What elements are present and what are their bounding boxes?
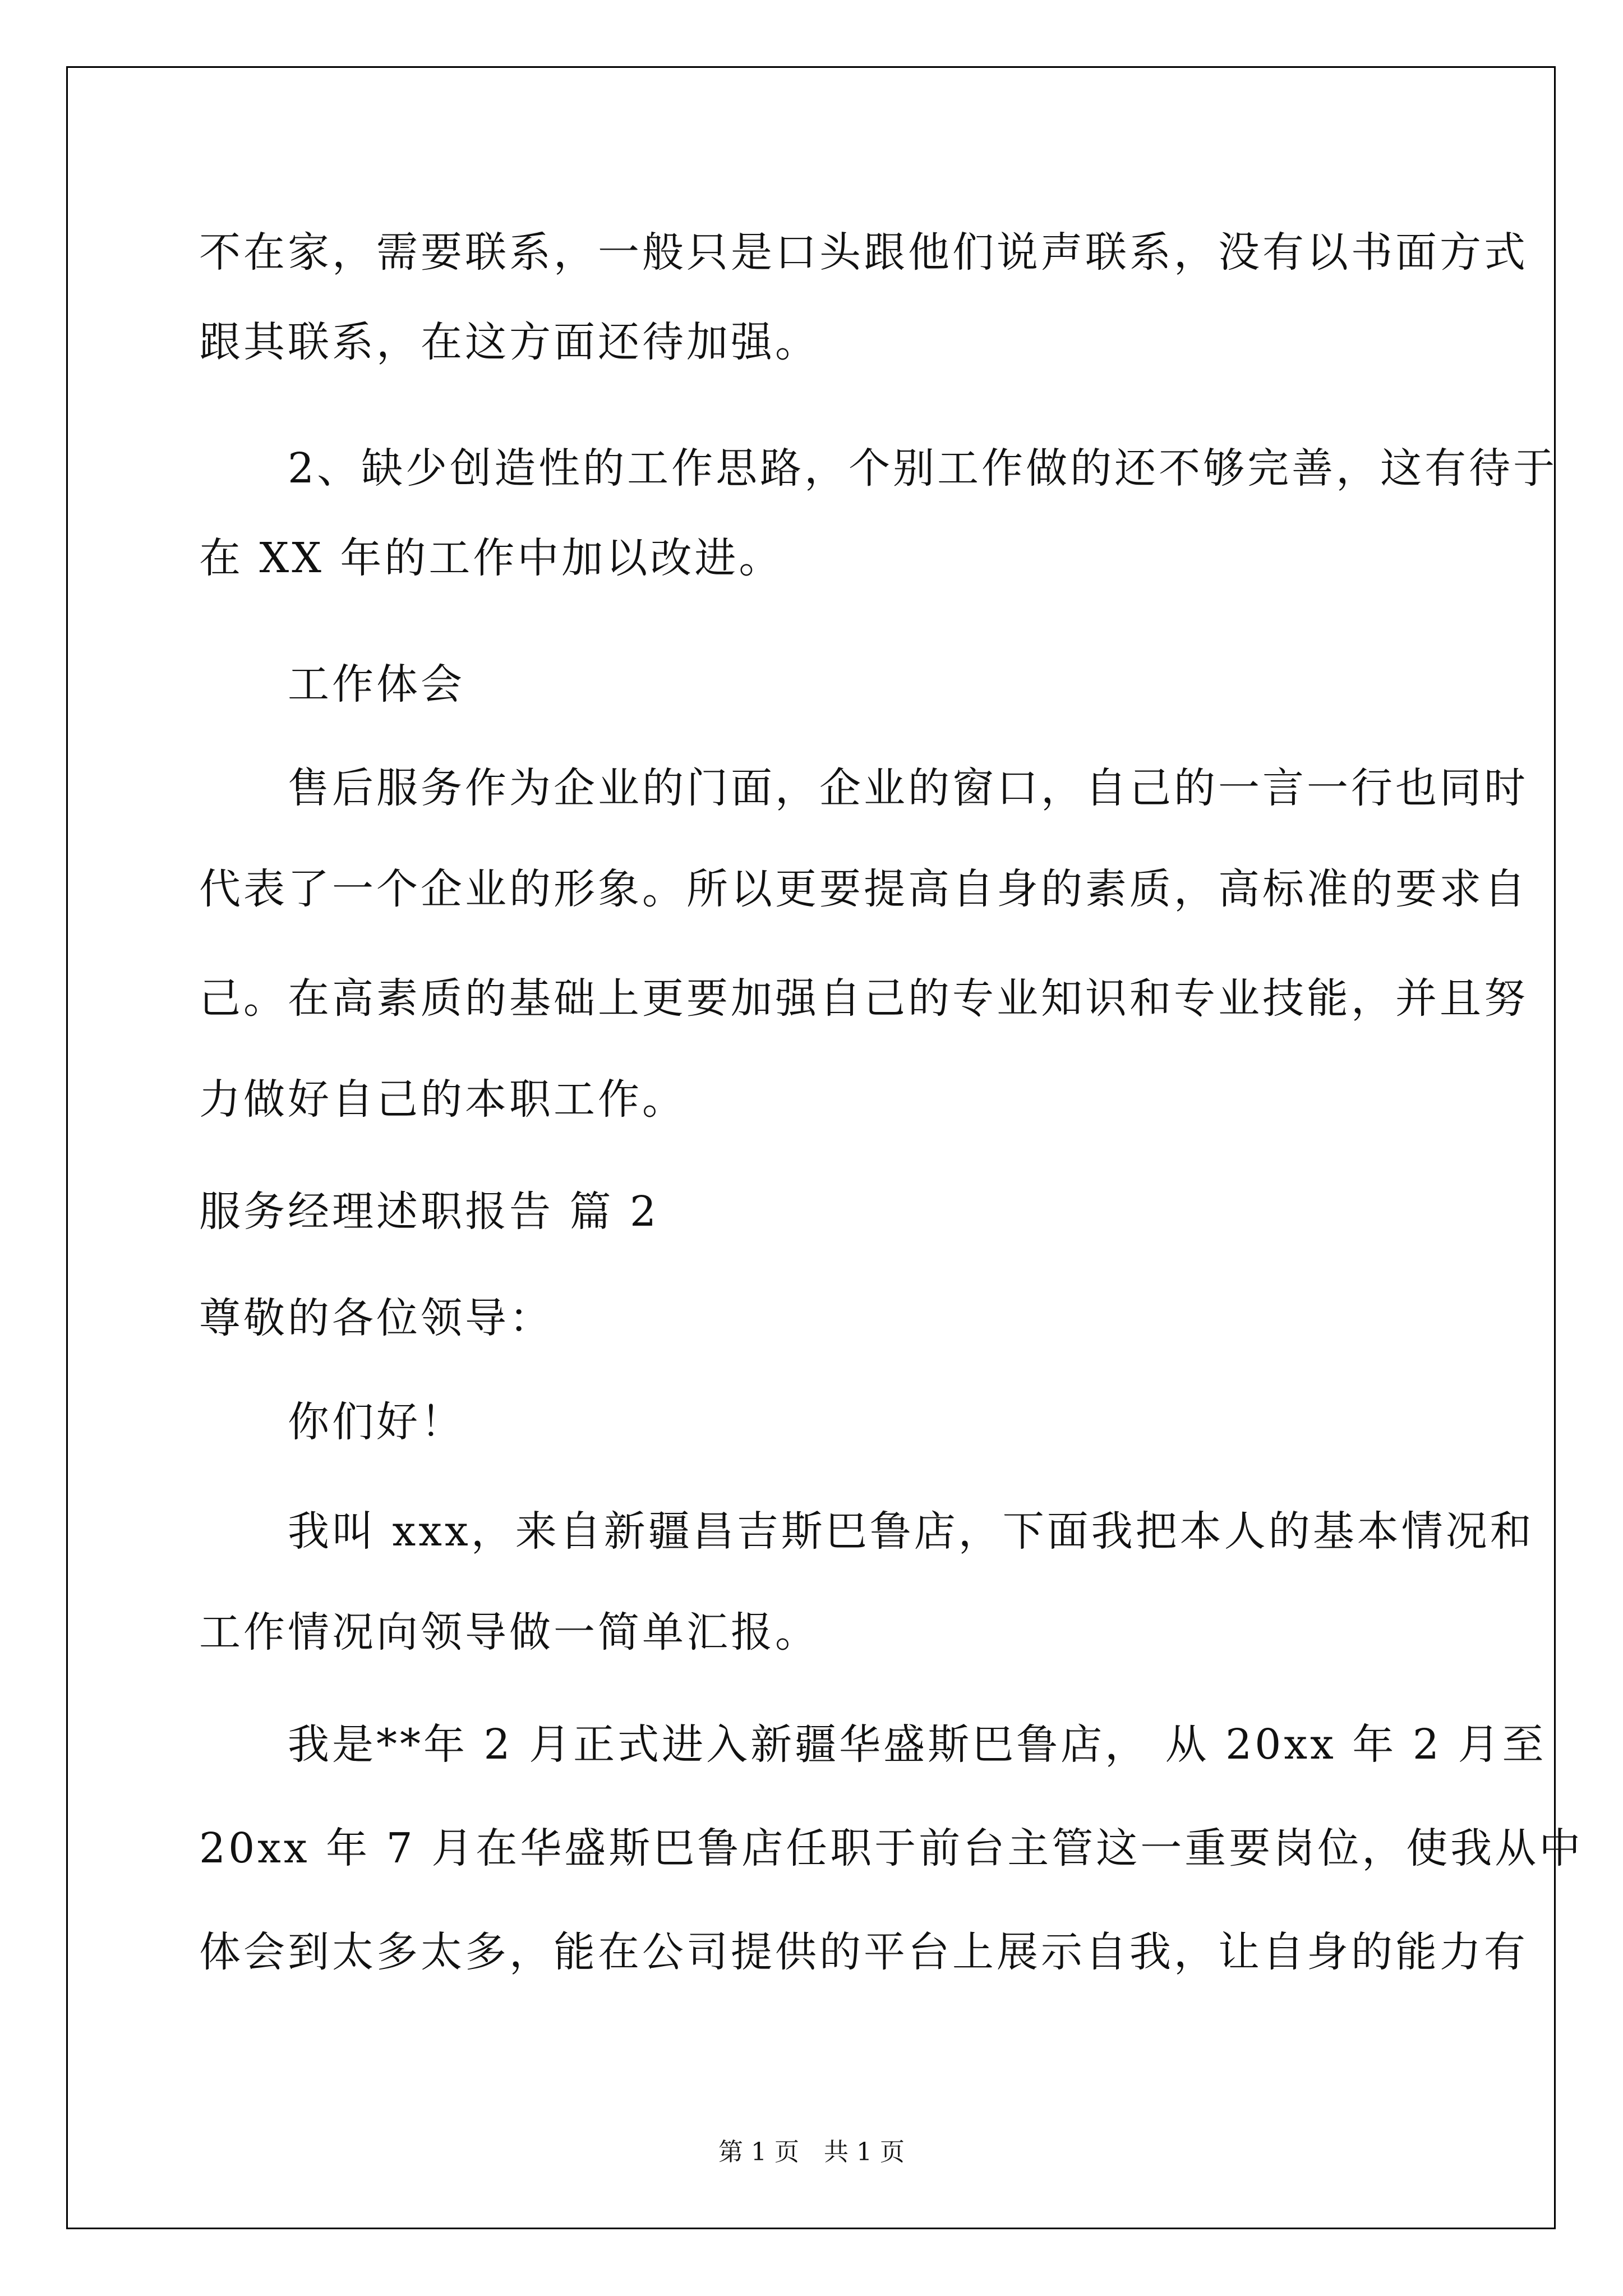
body-line: 20xx 年 7 月在华盛斯巴鲁店任职于前台主管这一重要岗位，使我从中 [199,1824,1584,1872]
greeting: 你们好！ [199,1398,465,1446]
section-heading: 工作体会 [199,660,465,708]
page-footer: 第 1 页 共 1 页 [718,2138,905,2166]
body-line: 售后服务作为企业的门面，企业的窗口，自己的一言一行也同时 [199,764,1528,812]
body-line: 工作情况向领导做一简单汇报。 [199,1608,819,1657]
body-line: 代表了一个企业的形象。所以更要提高自身的素质，高标准的要求自 [199,865,1528,913]
body-line: 在 XX 年的工作中加以改进。 [199,534,783,582]
body-line: 不在家，需要联系，一般只是口头跟他们说声联系，没有以书面方式 [199,228,1528,277]
body-line: 跟其联系，在这方面还待加强。 [199,318,819,366]
body-line: 2、缺少创造性的工作思路，个别工作做的还不够完善，这有待于 [199,444,1558,493]
page-frame [66,66,1584,2229]
article-title: 服务经理述职报告 篇 2 [199,1188,660,1236]
body-line: 力做好自己的本职工作。 [199,1075,686,1124]
body-line: 己。在高素质的基础上更要加强自己的专业知识和专业技能，并且努 [199,974,1528,1023]
salutation: 尊敬的各位领导： [199,1294,554,1342]
body-line: 我叫 xxx，来自新疆昌吉斯巴鲁店，下面我把本人的基本情况和 [199,1507,1534,1556]
body-line: 我是**年 2 月正式进入新疆华盛斯巴鲁店， 从 20xx 年 2 月至 [199,1720,1547,1769]
body-line: 体会到太多太多，能在公司提供的平台上展示自我，让自身的能力有 [199,1928,1528,1976]
